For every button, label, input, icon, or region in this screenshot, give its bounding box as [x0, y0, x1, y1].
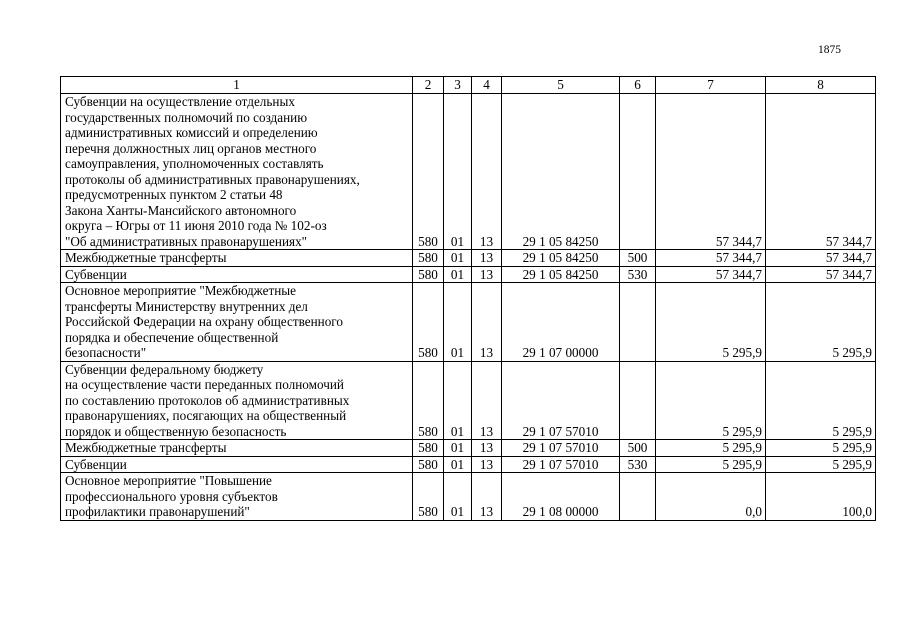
- target-article-cell: 29 1 08 00000: [502, 473, 620, 521]
- page-number: 1875: [818, 44, 841, 56]
- expense-type-cell: 500: [620, 440, 656, 457]
- expense-type-cell: [620, 283, 656, 362]
- admin-code-cell: 580: [413, 361, 444, 440]
- subsection-cell: 13: [472, 361, 502, 440]
- target-article-cell: 29 1 07 57010: [502, 456, 620, 473]
- target-article-cell: 29 1 07 57010: [502, 361, 620, 440]
- amount-year-1-cell: 57 344,7: [656, 250, 766, 267]
- section-cell: 01: [444, 440, 472, 457]
- table-row: [61, 456, 876, 473]
- section-cell: 01: [444, 94, 472, 250]
- subsection-cell: 13: [472, 283, 502, 362]
- table-row: [61, 440, 876, 457]
- header-cell-5: 5: [502, 77, 620, 94]
- amount-year-2-cell: 5 295,9: [766, 440, 876, 457]
- expense-type-cell: [620, 473, 656, 521]
- budget-table: [60, 76, 876, 521]
- subsection-cell: 13: [472, 473, 502, 521]
- row-name-cell: Субвенции: [61, 456, 413, 473]
- row-name-cell: Субвенции: [61, 266, 413, 283]
- admin-code-cell: 580: [413, 473, 444, 521]
- subsection-cell: 13: [472, 440, 502, 457]
- section-cell: 01: [444, 473, 472, 521]
- section-cell: 01: [444, 283, 472, 362]
- amount-year-2-cell: 5 295,9: [766, 283, 876, 362]
- section-cell: 01: [444, 266, 472, 283]
- row-name-cell: Субвенции на осуществление отдельных государственных полномочий по созданию административных комиссий и определению перечня должностных лиц органов местного самоуправления, уполномоченных составлять протоколы об административных правонарушениях, предусмотренных пунктом 2 статьи 48 Закона Ханты-Мансийского автономного округа – Югры от 11 июня 2010 года № 102-оз "Об административных правонарушениях": [61, 94, 413, 250]
- admin-code-cell: 580: [413, 440, 444, 457]
- expense-type-cell: [620, 361, 656, 440]
- amount-year-2-cell: 57 344,7: [766, 266, 876, 283]
- row-name-cell: Основное мероприятие "Повышение профессионального уровня субъектов профилактики правонарушений": [61, 473, 413, 521]
- table-row: [61, 361, 876, 440]
- admin-code-cell: 580: [413, 283, 444, 362]
- subsection-cell: 13: [472, 250, 502, 267]
- subsection-cell: 13: [472, 94, 502, 250]
- table-row: [61, 266, 876, 283]
- amount-year-1-cell: 5 295,9: [656, 456, 766, 473]
- row-name-cell: Межбюджетные трансферты: [61, 250, 413, 267]
- amount-year-1-cell: 0,0: [656, 473, 766, 521]
- amount-year-1-cell: 5 295,9: [656, 361, 766, 440]
- subsection-cell: 13: [472, 456, 502, 473]
- target-article-cell: 29 1 05 84250: [502, 94, 620, 250]
- header-cell-1: 1: [61, 77, 413, 94]
- section-cell: 01: [444, 250, 472, 267]
- amount-year-2-cell: 57 344,7: [766, 250, 876, 267]
- amount-year-1-cell: 57 344,7: [656, 266, 766, 283]
- target-article-cell: 29 1 07 57010: [502, 440, 620, 457]
- section-cell: 01: [444, 456, 472, 473]
- header-cell-8: 8: [766, 77, 876, 94]
- admin-code-cell: 580: [413, 250, 444, 267]
- amount-year-1-cell: 5 295,9: [656, 283, 766, 362]
- header-cell-6: 6: [620, 77, 656, 94]
- table-row: [61, 250, 876, 267]
- expense-type-cell: 500: [620, 250, 656, 267]
- header-cell-3: 3: [444, 77, 472, 94]
- admin-code-cell: 580: [413, 266, 444, 283]
- target-article-cell: 29 1 05 84250: [502, 266, 620, 283]
- table-row: [61, 473, 876, 521]
- subsection-cell: 13: [472, 266, 502, 283]
- admin-code-cell: 580: [413, 456, 444, 473]
- admin-code-cell: 580: [413, 94, 444, 250]
- header-cell-7: 7: [656, 77, 766, 94]
- amount-year-1-cell: 5 295,9: [656, 440, 766, 457]
- expense-type-cell: 530: [620, 456, 656, 473]
- table-row: [61, 94, 876, 250]
- amount-year-1-cell: 57 344,7: [656, 94, 766, 250]
- target-article-cell: 29 1 05 84250: [502, 250, 620, 267]
- header-cell-4: 4: [472, 77, 502, 94]
- amount-year-2-cell: 57 344,7: [766, 94, 876, 250]
- row-name-cell: Субвенции федеральному бюджету на осуществление части переданных полномочий по составлению протоколов об административных правонарушениях, посягающих на общественный порядок и общественную безопасность: [61, 361, 413, 440]
- amount-year-2-cell: 5 295,9: [766, 456, 876, 473]
- table-header-row: [61, 77, 876, 94]
- table-row: [61, 283, 876, 362]
- target-article-cell: 29 1 07 00000: [502, 283, 620, 362]
- amount-year-2-cell: 5 295,9: [766, 361, 876, 440]
- amount-year-2-cell: 100,0: [766, 473, 876, 521]
- row-name-cell: Межбюджетные трансферты: [61, 440, 413, 457]
- expense-type-cell: [620, 94, 656, 250]
- expense-type-cell: 530: [620, 266, 656, 283]
- row-name-cell: Основное мероприятие "Межбюджетные трансферты Министерству внутренних дел Российской Федерации на охрану общественного порядка и обеспечение общественной безопасности": [61, 283, 413, 362]
- section-cell: 01: [444, 361, 472, 440]
- header-cell-2: 2: [413, 77, 444, 94]
